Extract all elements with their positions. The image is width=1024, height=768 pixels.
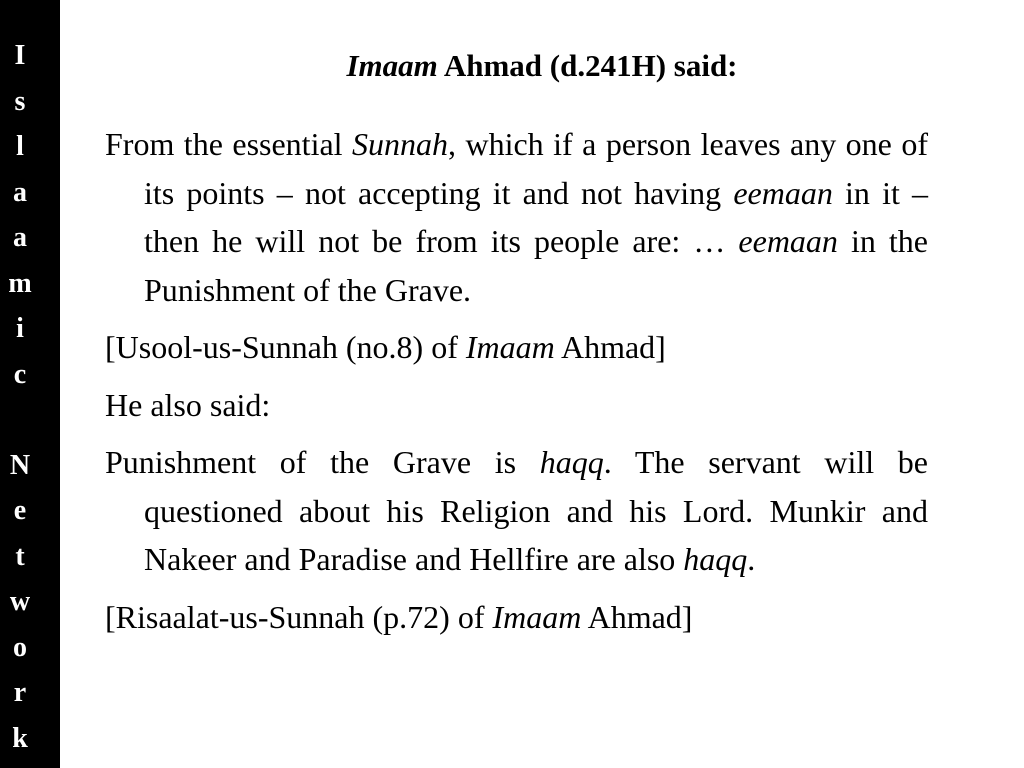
sidebar-letter: r xyxy=(13,677,27,708)
sidebar-letter: o xyxy=(13,631,27,663)
sidebar-letter: a xyxy=(13,176,27,208)
text-run: in it – then he will not be from its people are: … xyxy=(144,174,929,259)
text-run: . xyxy=(747,541,756,577)
italic-term: haqq xyxy=(683,541,748,577)
intro-line xyxy=(105,381,928,430)
title-emphasis: Imaam xyxy=(346,48,438,83)
slide-title xyxy=(60,46,1024,86)
text-run: . The servant will be questioned about his Religion and his Lord. Munkir and Nakeer and Paradise and Hellfire are also xyxy=(144,444,928,577)
sidebar-letter: e xyxy=(13,495,27,526)
italic-term: Imaam xyxy=(492,598,582,635)
sidebar-letter: N xyxy=(9,449,31,481)
text-run: Ahmad] xyxy=(554,329,666,365)
sidebar-letter: s xyxy=(14,85,26,117)
italic-term: haqq xyxy=(539,444,604,480)
text-run: He also said: xyxy=(105,386,271,423)
sidebar-vertical-text xyxy=(0,33,40,761)
italic-term: eemaan xyxy=(738,223,838,259)
text-run: Punishment of the Grave is xyxy=(105,444,540,480)
text-run: From the essential xyxy=(105,126,353,162)
sidebar-letter: I xyxy=(14,40,26,71)
citation-1 xyxy=(105,323,928,372)
quote-paragraph-1 xyxy=(105,120,928,314)
sidebar-letter: i xyxy=(16,313,24,344)
text-run: , which if a person leaves any one of its points – not accepting it and not having xyxy=(144,126,929,211)
citation-2 xyxy=(105,593,928,642)
sidebar-letter: m xyxy=(8,267,32,299)
text-run: [Risaalat-us-Sunnah (p.72) of xyxy=(105,598,493,635)
text-run: in the Punishment of the Grave. xyxy=(144,223,929,308)
sidebar-letter: c xyxy=(13,358,27,390)
slide-body xyxy=(105,120,928,641)
sidebar-letter: k xyxy=(12,722,28,754)
sidebar-letter: w xyxy=(9,586,31,617)
italic-term: Sunnah xyxy=(352,126,449,162)
text-run: [Usool-us-Sunnah (no.8) of xyxy=(105,329,466,365)
sidebar-letter: a xyxy=(13,222,27,253)
italic-term: eemaan xyxy=(733,174,833,211)
sidebar-letter: t xyxy=(15,540,25,572)
sidebar-banner xyxy=(0,0,60,768)
sidebar-letter: l xyxy=(16,131,24,162)
text-run: Ahmad] xyxy=(581,598,693,635)
title-text: Ahmad (d.241H) said: xyxy=(437,48,738,83)
italic-term: Imaam xyxy=(465,329,555,365)
quote-paragraph-2 xyxy=(105,438,928,584)
